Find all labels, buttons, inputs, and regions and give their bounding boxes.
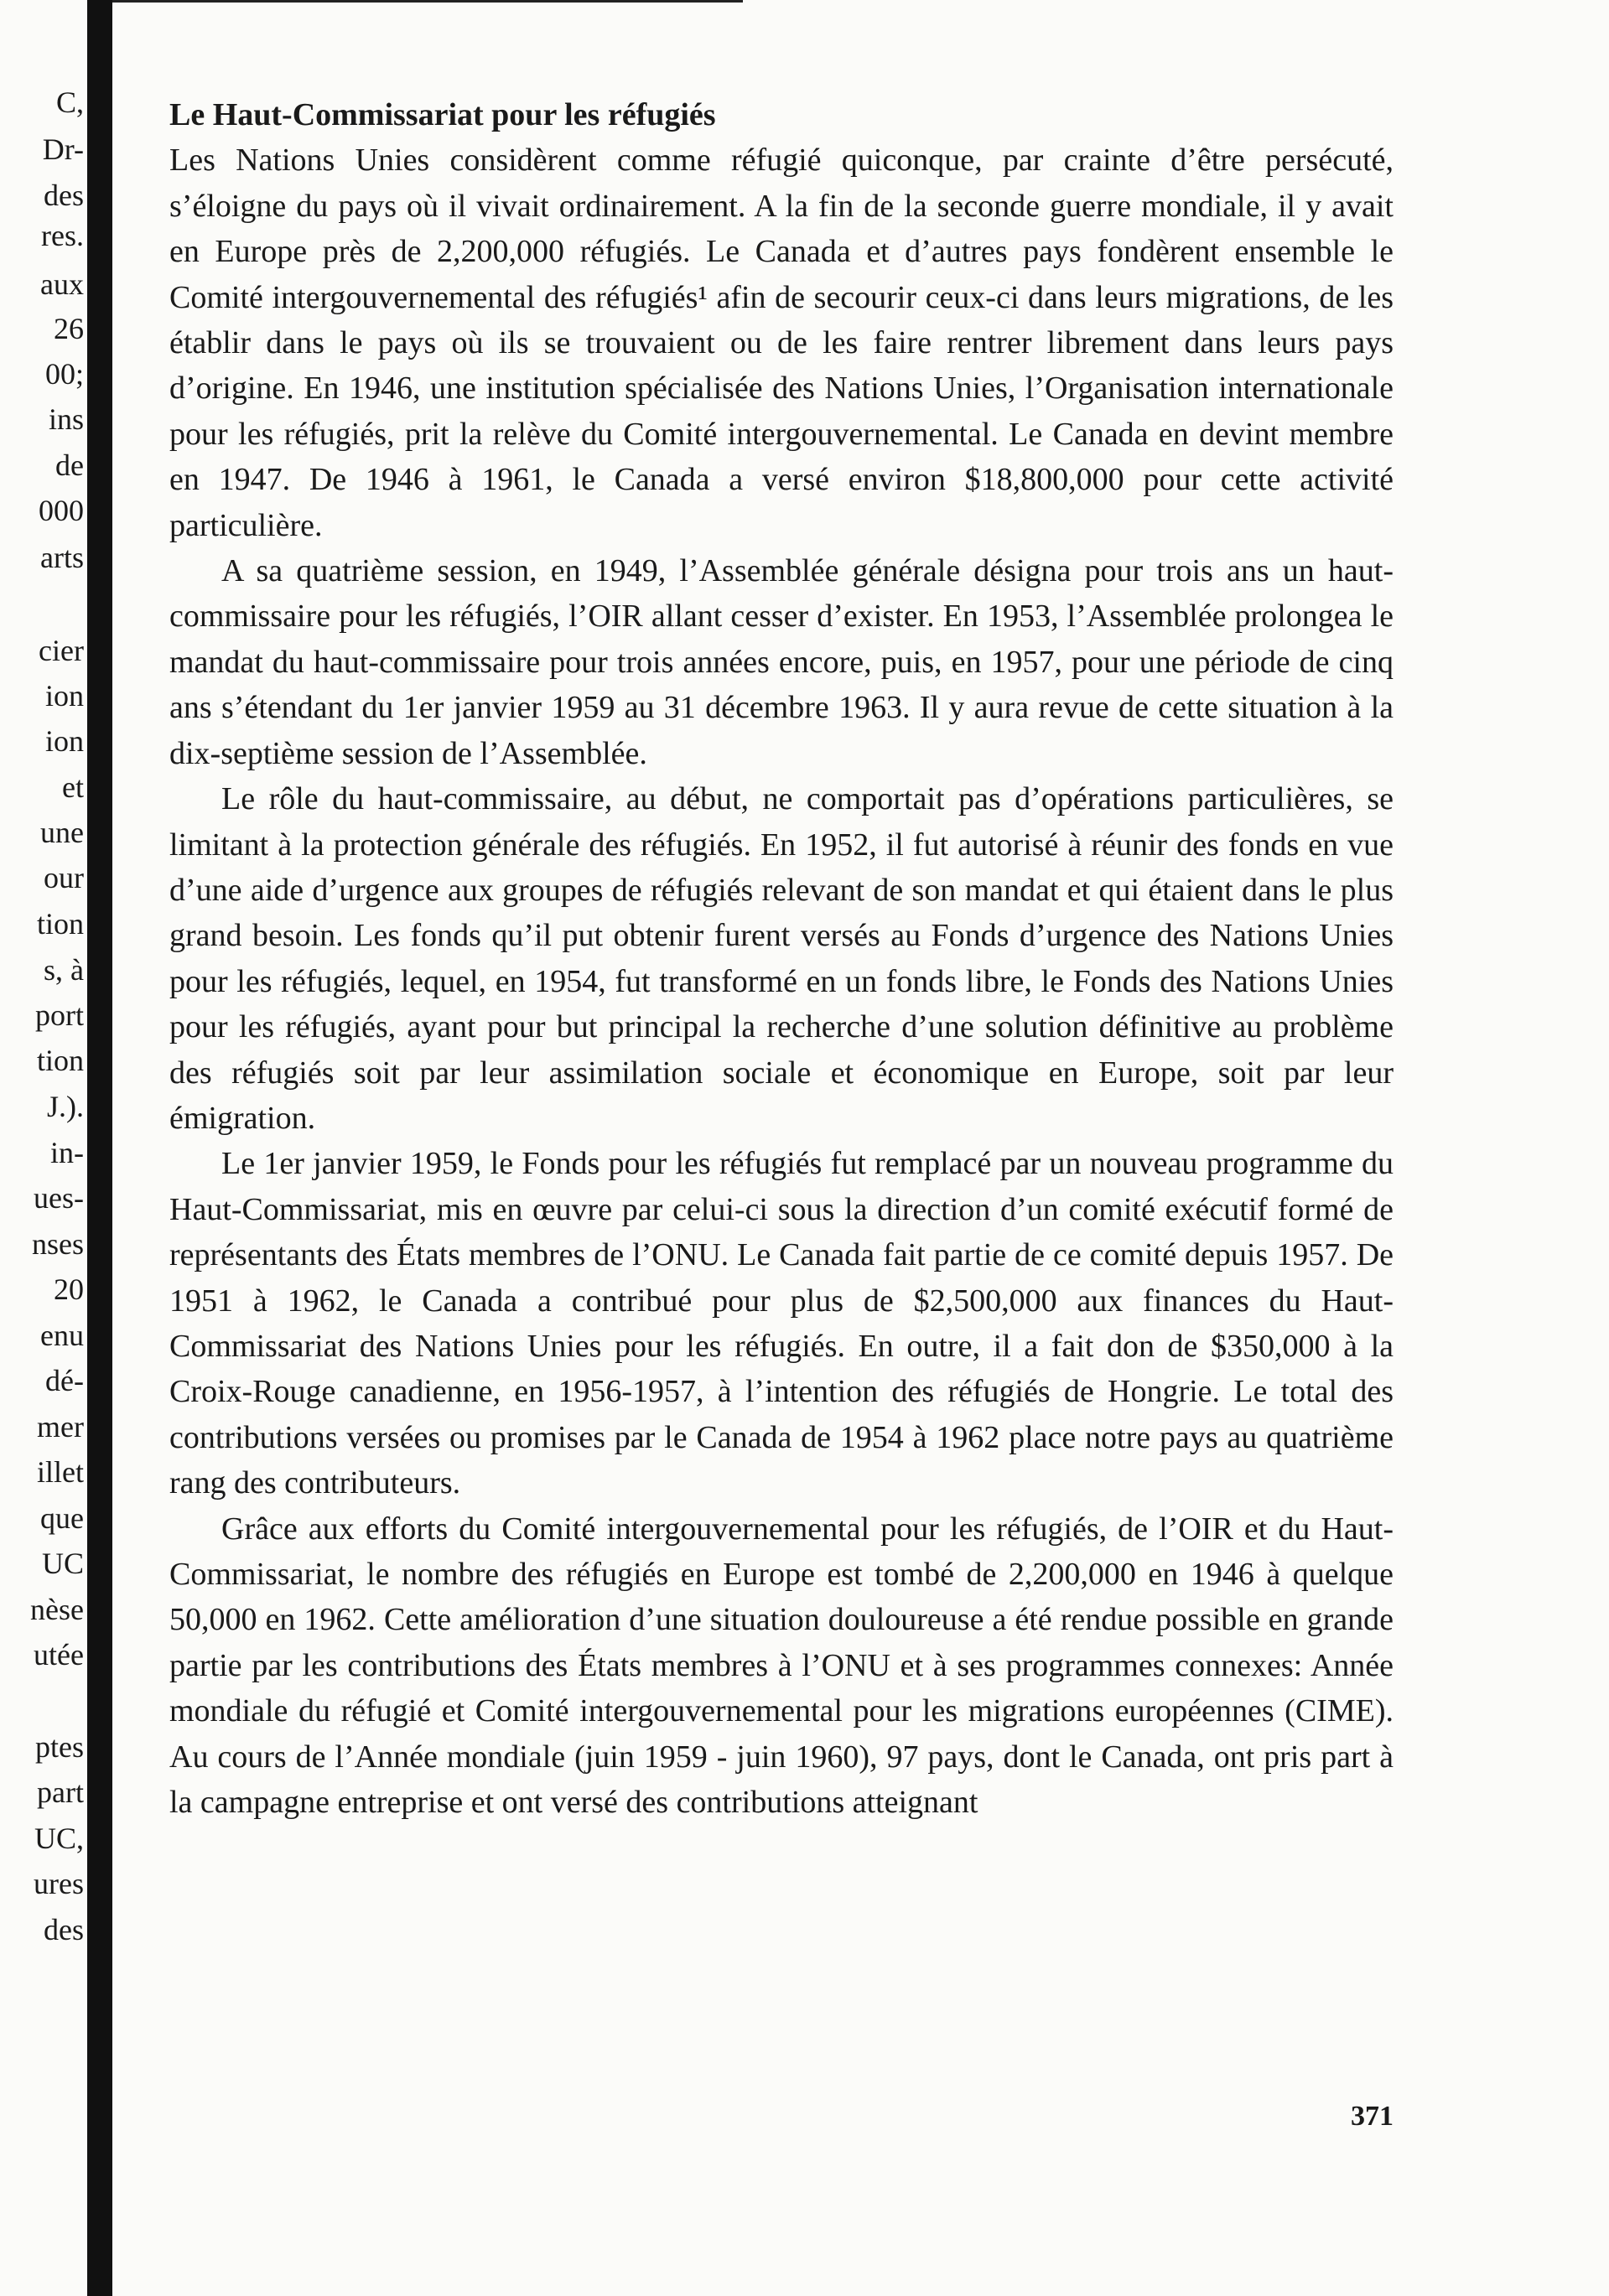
facing-page-fragment: mer [37, 1410, 84, 1443]
paragraph-4: Le 1er janvier 1959, le Fonds pour les réfugiés fut remplacé par un nouveau programme du Haut-Commissariat, mis en œuvre par celui-ci sous la direction d’un comité exécutif formé de représentants des États membres de l’ONU. Le Canada fait partie de ce comité depuis 1957. De 1951 à 1962, le Canada a contribué pour plus de $2,500,000 aux finances du Haut-Commissariat des Nations Unies pour les réfugiés. En outre, il a fait don de $350,000 à la Croix-Rouge canadienne, en 1956-1957, à l’intention des réfugiés de Hongrie. Le total des contributions versées ou promises par le Canada de 1954 à 1962 place notre pays au quatrième rang des contributeurs. [169, 1146, 1394, 1501]
facing-page-fragment: tion [36, 1044, 84, 1077]
facing-page-fragment: Dr- [42, 132, 84, 166]
facing-page-fragment: arts [40, 541, 84, 574]
facing-page-fragment: aux [40, 267, 84, 301]
facing-page-fragment: part [37, 1775, 84, 1809]
facing-page-fragment: ptes [35, 1730, 84, 1764]
facing-page-fragment: in- [50, 1136, 84, 1169]
facing-page-fragment: de [55, 448, 84, 482]
facing-page-fragment: utée [34, 1638, 84, 1671]
facing-page-fragment: ues- [34, 1181, 84, 1215]
facing-page-fragment: s, à [44, 953, 84, 987]
top-rule [112, 0, 743, 3]
facing-page-fragment: ion [44, 724, 84, 758]
page-number: 371 [1351, 2101, 1394, 2132]
paragraph-2: A sa quatrième session, en 1949, l’Assemblée générale désigna pour trois ans un haut-commissaire pour les réfugiés, l’OIR allant cesser d’exister. En 1953, l’Assemblée prolongea le mandat du haut-commissaire pour trois années encore, puis, en 1957, pour une période de cinq ans s’étendant du 1er janvier 1959 au 31 décembre 1963. Il y aura revue de cette situation à la dix-septième session de l’Assemblée. [169, 553, 1394, 771]
facing-page-fragment: res. [41, 219, 84, 252]
facing-page-fragment: 00; [44, 357, 84, 391]
paragraph-1: Les Nations Unies considèrent comme réfugié quiconque, par crainte d’être persécuté, s’éloigne du pays où il vivait ordinairement. A la fin de la seconde guerre mondiale, il y avait en Europe près de 2,200,000 réfugiés. Le Canada et d’autres pays fondèrent ensemble le Comité intergouvernemental des réfugiés¹ afin de secourir ceux-ci dans leurs migrations, de les établir dans le pays où ils se trouvaient ou de les faire rentrer librement dans leurs pays d’origine. En 1946, une institution spécialisée des Nations Unies, l’Organisation internationale pour les réfugiés, prit la relève du Comité intergouvernemental. Le Canada en devint membre en 1947. De 1946 à 1961, le Canada a versé environ $18,800,000 pour cette activité particulière. [169, 143, 1394, 543]
facing-page-fragment: ion [44, 679, 84, 713]
binding-gutter [87, 0, 112, 2296]
facing-page-fragment: port [35, 998, 84, 1032]
facing-page-fragment: C, [55, 86, 84, 119]
paragraph-3: Le rôle du haut-commissaire, au début, ne comportait pas d’opérations particulières, se limitant à la protection générale des réfugiés. En 1952, il fut autorisé à réunir des fonds en vue d’une aide d’urgence aux groupes de réfugiés relevant de son mandat et qui étaient dans le plus grand besoin. Les fonds qu’il put obtenir furent versés au Fonds d’urgence des Nations Unies pour les réfugiés, lequel, en 1954, fut transformé en un fonds libre, le Fonds des Nations Unies pour les réfugiés, ayant pour but principal la recherche d’une solution définitive au problème des réfugiés soit par leur assimilation sociale et économique en Europe, soit par leur émigration. [169, 781, 1394, 1136]
facing-page-fragment: UC [41, 1547, 84, 1580]
paragraph-5: Grâce aux efforts du Comité intergouvernemental pour les réfugiés, de l’OIR et du Haut-Commissariat, le nombre des réfugiés en Europe est tombé de 2,200,000 en 1946 à quelque 50,000 en 1962. Cette amélioration d’une situation douloureuse a été rendue possible en grande partie par les contributions des États membres à l’ONU et à ses programmes connexes: Année mondiale du réfugié et Comité intergouvernemental pour les migrations européennes (CIME). Au cours de l’Année mondiale (juin 1959 - juin 1960), 97 pays, dont le Canada, ont pris part à la campagne entreprise et ont versé des contributions atteignant [169, 1511, 1394, 1821]
facing-page-fragment: illet [37, 1455, 84, 1489]
facing-page-fragment: 000 [39, 494, 84, 527]
facing-page-fragment: des [44, 1913, 84, 1946]
facing-page-fragment: des [44, 179, 84, 212]
facing-page-fragment: enu [40, 1319, 84, 1352]
facing-page-fragment: our [44, 861, 84, 894]
facing-page-fragment: J.). [47, 1090, 84, 1123]
facing-page-fragment: UC, [34, 1822, 84, 1855]
facing-page-fragment: tion [36, 907, 84, 941]
facing-page-fragment: dé- [45, 1364, 84, 1397]
facing-page-fragment: cier [39, 634, 84, 667]
facing-page-fragment: ures [34, 1867, 84, 1900]
text-column [169, 92, 1394, 1825]
section-heading: Le Haut-Commissariat pour les réfugiés [169, 97, 716, 132]
facing-page-fragments [0, 0, 84, 2296]
facing-page-fragment: une [40, 816, 84, 849]
facing-page-fragment: nèse [30, 1593, 84, 1626]
facing-page-fragment: 20 [54, 1272, 84, 1306]
facing-page-fragment: 26 [54, 312, 84, 345]
facing-page-fragment: nses [32, 1227, 84, 1261]
facing-page-fragment: et [62, 770, 84, 804]
facing-page-fragment: ins [48, 402, 84, 436]
facing-page-fragment: que [40, 1501, 84, 1535]
